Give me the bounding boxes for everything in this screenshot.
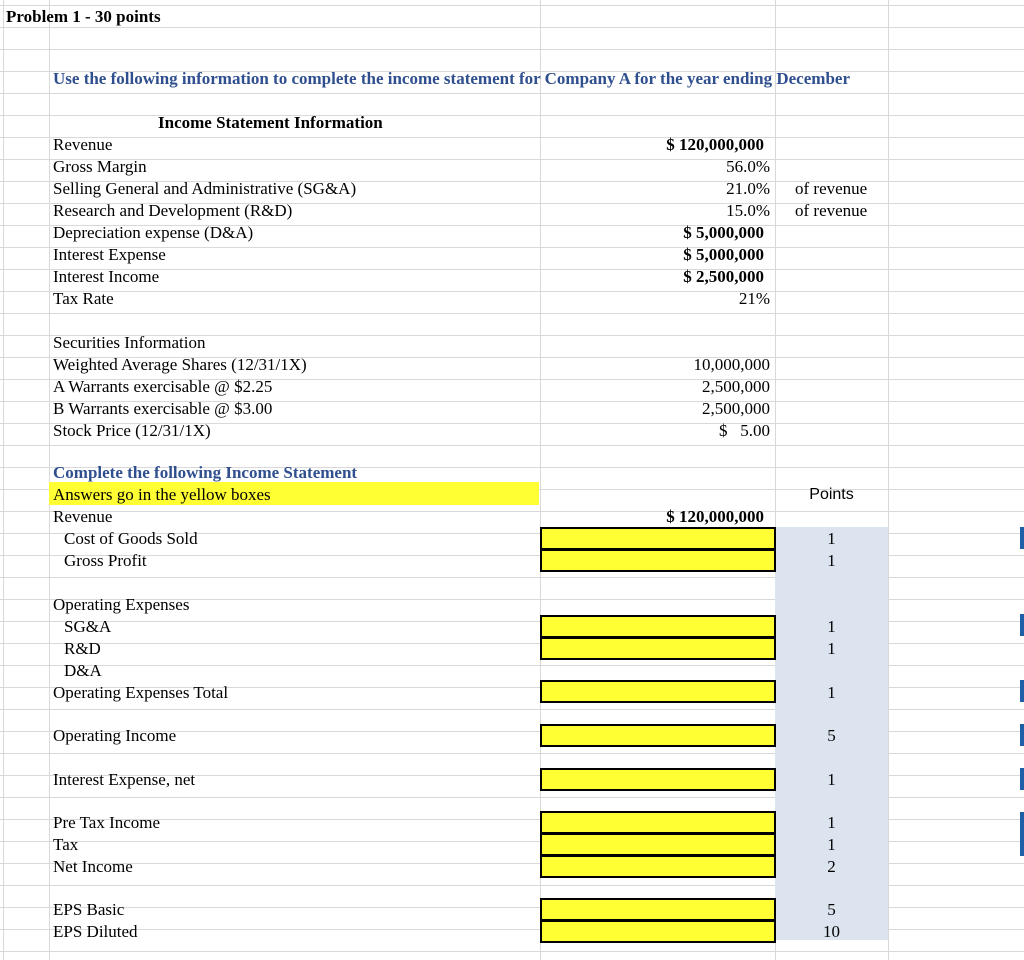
info-label: Depreciation expense (D&A) (53, 223, 254, 242)
points-value: 1 (827, 529, 836, 548)
answer-box-operating-income[interactable] (540, 724, 776, 747)
instruction-text: Use the following information to complete the income statement for Company A for the year ending December (53, 69, 850, 88)
statement-row-label: Gross Profit (64, 551, 147, 570)
column-edge-marker (1020, 527, 1024, 549)
securities-header: Securities Information (53, 333, 206, 352)
info-label: Tax Rate (53, 289, 114, 308)
answer-box-sga[interactable] (540, 615, 776, 638)
securities-value: 2,500,000 (702, 377, 770, 396)
statement-row-label: EPS Basic (53, 900, 125, 919)
info-header: Income Statement Information (158, 113, 383, 132)
grid-column-line (49, 0, 50, 960)
info-label: Gross Margin (53, 157, 147, 176)
grid-row-line (0, 49, 1024, 50)
grid-row-line (0, 313, 1024, 314)
answer-box-cogs[interactable] (540, 527, 776, 550)
statement-row-label: Pre Tax Income (53, 813, 161, 832)
securities-label: Weighted Average Shares (12/31/1X) (53, 355, 307, 374)
problem-title: Problem 1 - 30 points (6, 7, 161, 26)
statement-row-label: Operating Expenses (53, 595, 190, 614)
info-value: 15.0% (726, 201, 770, 220)
info-value: 21.0% (726, 179, 770, 198)
statement-row-label: Tax (53, 835, 79, 854)
grid-row-line (0, 445, 1024, 446)
info-value: $ 5,000,000 (683, 245, 764, 264)
statement-row-label: D&A (64, 661, 102, 680)
statement-row-label: Operating Income (53, 726, 177, 745)
points-value: 5 (827, 726, 836, 745)
securities-value: 10,000,000 (693, 355, 770, 374)
statement-row-label: Operating Expenses Total (53, 683, 229, 702)
points-value: 1 (827, 813, 836, 832)
answer-box-eps-diluted[interactable] (540, 920, 776, 943)
grid-column-line (888, 0, 889, 960)
securities-label: B Warrants exercisable @ $3.00 (53, 399, 273, 418)
info-label: Interest Income (53, 267, 160, 286)
revenue-value: $ 120,000,000 (666, 507, 764, 526)
grid-row-line (0, 159, 1024, 160)
statement-row-label: EPS Diluted (53, 922, 138, 941)
points-value: 1 (827, 551, 836, 570)
grid-row-line (0, 93, 1024, 94)
points-value: 5 (827, 900, 836, 919)
grid-row-line (0, 137, 1024, 138)
grid-row-line (0, 115, 1024, 116)
securities-value: $ 5.00 (719, 421, 770, 440)
info-value: $ 2,500,000 (683, 267, 764, 286)
grid-row-line (0, 511, 1024, 512)
info-value: 56.0% (726, 157, 770, 176)
statement-row-label: Net Income (53, 857, 133, 876)
info-label: Selling General and Administrative (SG&A) (53, 179, 357, 198)
points-value: 1 (827, 639, 836, 658)
info-label: Interest Expense (53, 245, 166, 264)
statement-row-label: R&D (64, 639, 101, 658)
points-value: 1 (827, 617, 836, 636)
points-value: 10 (823, 922, 840, 941)
grid-row-line (0, 951, 1024, 952)
revenue-label: Revenue (53, 507, 113, 526)
column-edge-marker (1020, 680, 1024, 702)
points-value: 1 (827, 835, 836, 854)
answer-box-tax[interactable] (540, 833, 776, 856)
answer-box-gross-profit[interactable] (540, 549, 776, 572)
answer-box-pretax-income[interactable] (540, 811, 776, 834)
securities-label: Stock Price (12/31/1X) (53, 421, 211, 440)
grid-row-line (0, 291, 1024, 292)
info-value: 21% (738, 289, 770, 308)
statement-row-label: Interest Expense, net (53, 770, 196, 789)
column-edge-marker (1020, 724, 1024, 746)
statement-row-label: Cost of Goods Sold (64, 529, 198, 548)
answer-box-interest-expense-net[interactable] (540, 768, 776, 791)
statement-row-label: SG&A (64, 617, 112, 636)
info-note: of revenue (795, 179, 868, 198)
column-edge-marker (1020, 768, 1024, 790)
info-value: $ 5,000,000 (683, 223, 764, 242)
grid-column-line (3, 0, 4, 960)
answer-box-opex-total[interactable] (540, 680, 776, 703)
info-label: Research and Development (R&D) (53, 201, 293, 220)
column-edge-marker (1020, 812, 1024, 856)
answer-box-net-income[interactable] (540, 855, 776, 878)
answer-box-rnd[interactable] (540, 637, 776, 660)
answer-box-eps-basic[interactable] (540, 898, 776, 921)
info-label: Revenue (53, 135, 113, 154)
column-edge-marker (1020, 614, 1024, 636)
securities-label: A Warrants exercisable @ $2.25 (53, 377, 273, 396)
points-header: Points (809, 486, 854, 503)
securities-value: 2,500,000 (702, 399, 770, 418)
points-value: 2 (827, 857, 836, 876)
points-value: 1 (827, 770, 836, 789)
answers-note: Answers go in the yellow boxes (53, 485, 271, 504)
info-note: of revenue (795, 201, 868, 220)
points-value: 1 (827, 683, 836, 702)
info-value: $ 120,000,000 (666, 135, 764, 154)
statement-title: Complete the following Income Statement (53, 463, 358, 482)
